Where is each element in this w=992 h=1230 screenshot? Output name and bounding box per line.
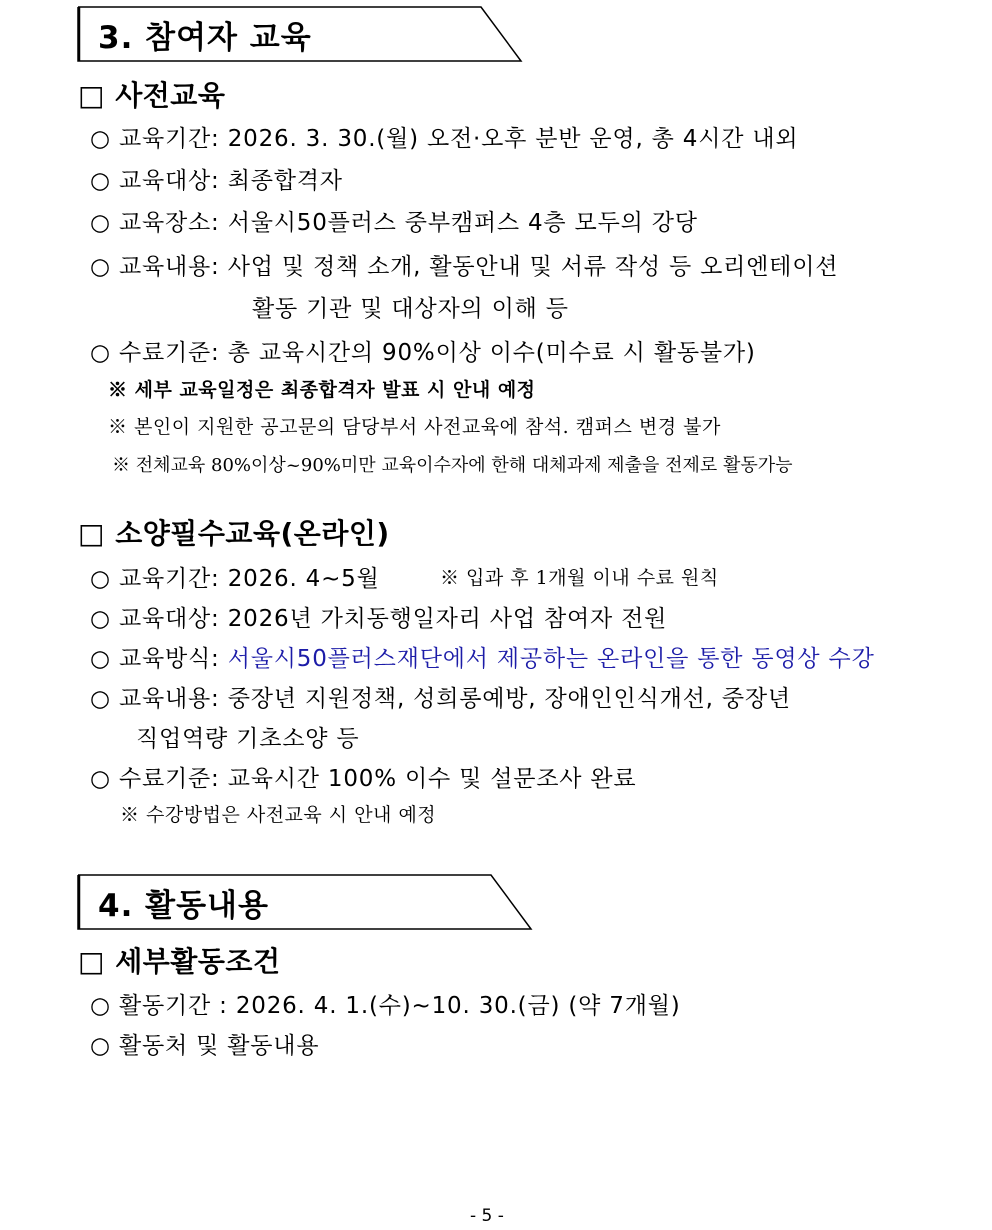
activity-place-and-content: ○ 활동처 및 활동내용 — [90, 1033, 320, 1059]
online-education-heading: □ 소양필수교육(온라인) — [78, 517, 390, 550]
online-education-method-label: ○ 교육방식: — [90, 646, 228, 672]
pre-education-content-cont: 활동 기관 및 대상자의 이해 등 — [252, 296, 569, 322]
section-4-title: 4. 활동내용 — [98, 888, 269, 924]
online-education-period-note: ※ 입과 후 1개월 이내 수료 원칙 — [440, 567, 719, 589]
pre-education-criteria: ○ 수료기준: 총 교육시간의 90%이상 이수(미수료 시 활동불가) — [90, 340, 756, 366]
online-education-content: ○ 교육내용: 중장년 지원정책, 성희롱예방, 장애인인식개선, 중장년 — [90, 686, 791, 712]
pre-education-target: ○ 교육대상: 최종합격자 — [90, 168, 343, 194]
online-education-content-cont: 직업역량 기초소양 등 — [136, 726, 360, 752]
online-education-period: ○ 교육기간: 2026. 4~5월 — [90, 566, 380, 592]
section-3-title: 3. 참여자 교육 — [98, 20, 312, 56]
pre-education-heading: □ 사전교육 — [78, 79, 226, 112]
pre-education-period: ○ 교육기간: 2026. 3. 30.(월) 오전·오후 분반 운영, 총 4시간 내외 — [90, 126, 799, 152]
pre-education-note-2: ※ 본인이 지원한 공고문의 담당부서 사전교육에 참석. 캠퍼스 변경 불가 — [108, 416, 721, 438]
activity-conditions-heading: □ 세부활동조건 — [78, 945, 281, 978]
online-education-method — [90, 640, 875, 673]
activity-period: ○ 활동기간 : 2026. 4. 1.(수)~10. 30.(금) (약 7개월) — [90, 993, 681, 1019]
online-education-target: ○ 교육대상: 2026년 가치동행일자리 사업 참여자 전원 — [90, 606, 668, 632]
pre-education-note-1: ※ 세부 교육일정은 최종합격자 발표 시 안내 예정 — [108, 379, 536, 401]
section-3-heading-box — [78, 6, 523, 62]
pre-education-note-3: ※ 전체교육 80%이상~90%미만 교육이수자에 한해 대체과제 제출을 전제로 활동가능 — [112, 455, 793, 476]
page-number: - 5 - — [470, 1206, 504, 1226]
pre-education-content: ○ 교육내용: 사업 및 정책 소개, 활동안내 및 서류 작성 등 오리엔테이션 — [90, 254, 839, 280]
section-4-heading-box — [78, 874, 533, 930]
online-education-criteria: ○ 수료기준: 교육시간 100% 이수 및 설문조사 완료 — [90, 766, 637, 792]
online-education-method-value: 서울시50플러스재단에서 제공하는 온라인을 통한 동영상 수강 — [227, 646, 875, 672]
online-education-note: ※ 수강방법은 사전교육 시 안내 예정 — [120, 804, 437, 826]
pre-education-location: ○ 교육장소: 서울시50플러스 중부캠퍼스 4층 모두의 강당 — [90, 210, 698, 236]
